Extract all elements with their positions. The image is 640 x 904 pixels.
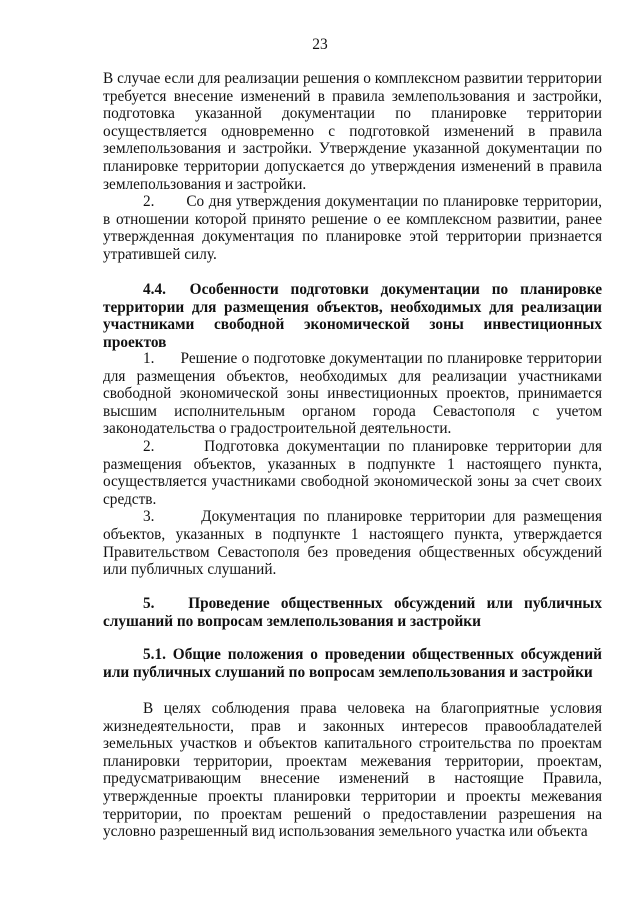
section-4-4 bbox=[103, 281, 602, 351]
section-heading: 5.1. Общие положения о проведении общественных обсуждений или публичных слушаний по вопросам землепользования и застройки bbox=[103, 646, 602, 681]
section-5-1-body bbox=[103, 700, 602, 841]
paragraph: 2. Со дня утверждения документации по планировке территории, в отношении которой принято решение о ее комплексном развитии, ранее утвержденная документация по планировке этой территории признается утратившей силу. bbox=[103, 193, 602, 263]
section-5 bbox=[103, 595, 602, 630]
paragraph: 3. Документация по планировке территории для размещения объектов, указанных в подпункте 1 настоящего пункта, утверждается Правительством Севастополя без проведения общественных обсуждений или публичных слушаний. bbox=[103, 508, 602, 579]
continuation-block bbox=[103, 70, 602, 264]
section-heading: 5. Проведение общественных обсуждений или публичных слушаний по вопросам землепользования и застройки bbox=[103, 595, 602, 630]
paragraph: В целях соблюдения права человека на благоприятные условия жизнедеятельности, прав и законных интересов правообладателей земельных участков и объектов капитального строительства по проектам планировки территории, проектам межевания территории, проектам, предусматривающим внесение изменений в настоящие Правила, утвержденные проекты планировки территории и проекты межевания территории, по проектам решений о предоставлении разрешения на условно разрешенный вид использования земельного участка или объекта bbox=[103, 700, 602, 841]
paragraph: В случае если для реализации решения о комплексном развитии территории требуется внесение изменений в правила землепользования и застройки, подготовка указанной документации по планировке территории осуществляется одновременно с подготовкой изменений в правила землепользования и застройки. Утверждение указанной документации по планировке территории допускается до утверждения изменений в правила землепользования и застройки. bbox=[103, 70, 602, 193]
paragraph: 1. Решение о подготовке документации по планировке территории для размещения объектов, необходимых для реализации участниками свободной экономической зоны инвестиционных проектов, принимается высшим исполнительным органом города Севастополя с учетом законодательства о градостроительной деятельности. bbox=[103, 350, 602, 438]
section-4-4-body bbox=[103, 350, 602, 579]
paragraph: 2. Подготовка документации по планировке территории для размещения объектов, указанных в подпункте 1 настоящего пункта, осуществляется участниками свободной экономической зоны за счет своих средств. bbox=[103, 437, 602, 508]
section-5-1 bbox=[103, 646, 602, 681]
section-heading: 4.4. Особенности подготовки документации по планировке территории для размещения объектов, необходимых для реализации участниками свободной экономической зоны инвестиционных проектов bbox=[103, 281, 602, 351]
page-number: 23 bbox=[312, 36, 328, 53]
